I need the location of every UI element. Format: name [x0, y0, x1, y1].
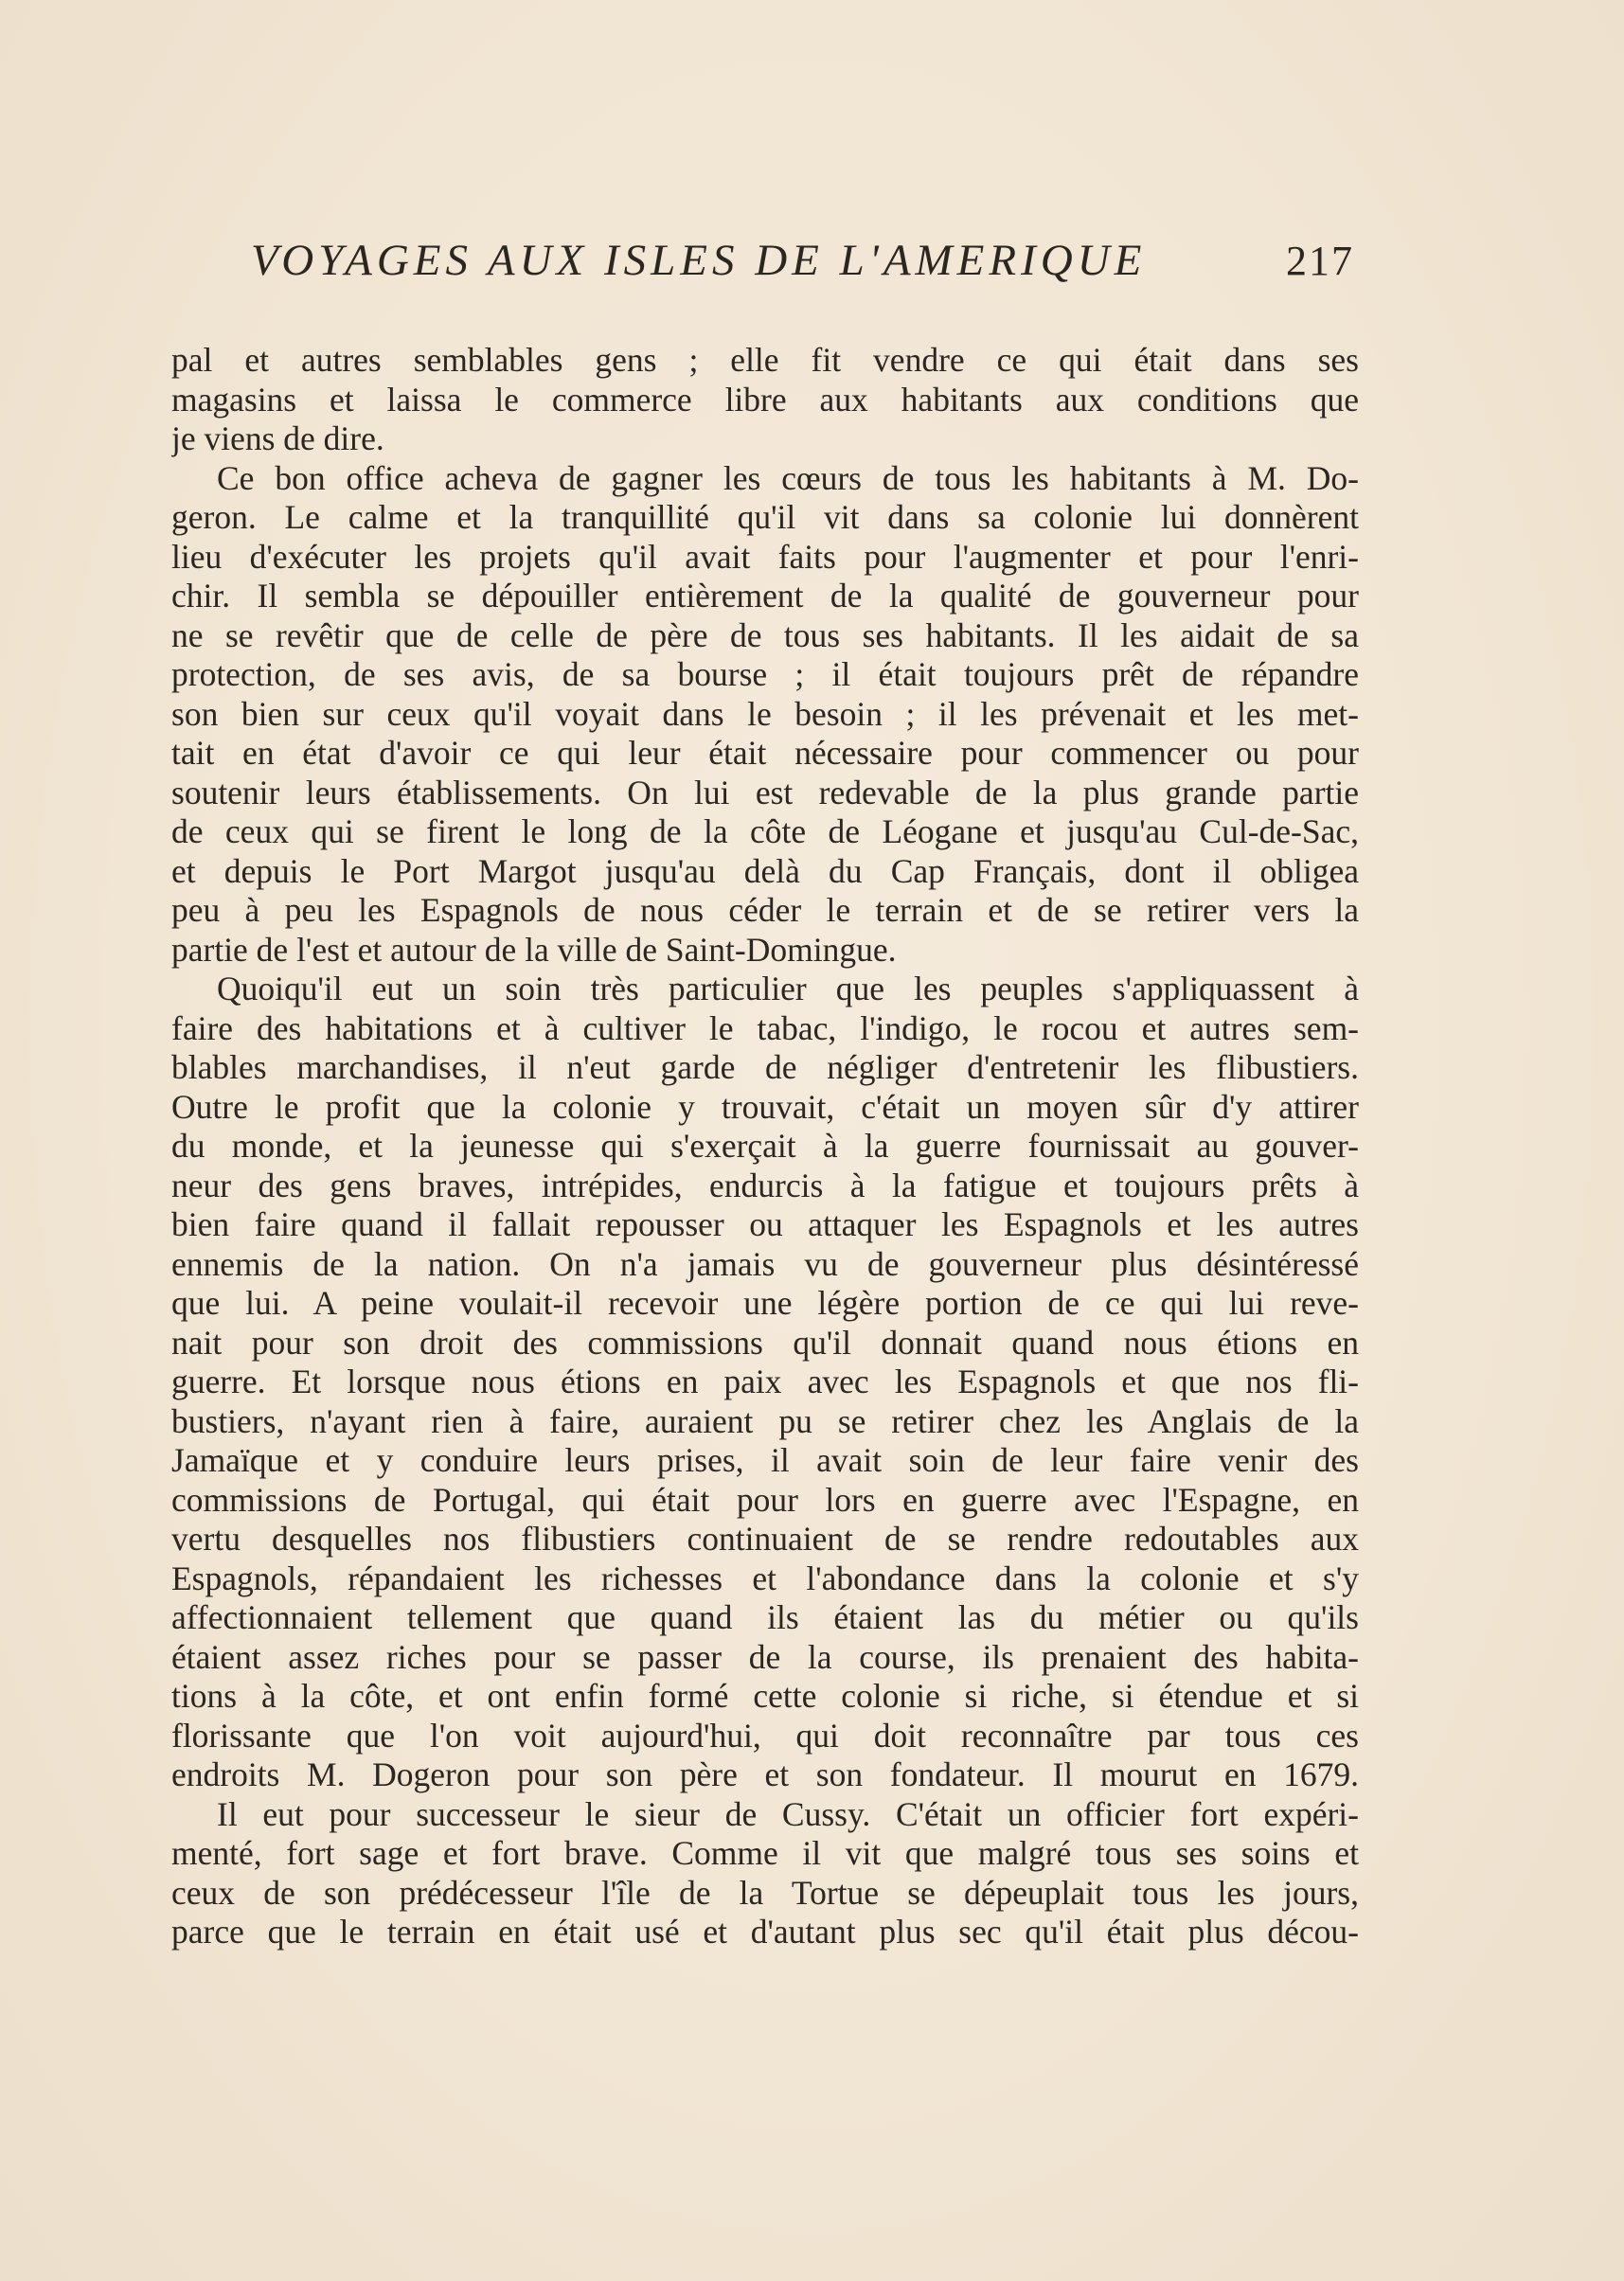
- text-line: Ce bon office acheva de gagner les cœurs de tous les habitants à M. Do-: [217, 458, 1359, 497]
- text-line: geron. Le calme et la tranquillité qu'il vit dans sa colonie lui donnèrent: [171, 498, 1359, 536]
- text-line: ennemis de la nation. On n'a jamais vu de gouverneur plus désintéressé: [171, 1244, 1359, 1283]
- text-line: blables marchandises, il n'eut garde de négliger d'entretenir les flibustiers.: [171, 1048, 1359, 1086]
- text-line: nait pour son droit des commissions qu'il donnait quand nous étions en: [171, 1323, 1359, 1362]
- text-line: Outre le profit que la colonie y trouvait, c'était un moyen sûr d'y attirer: [171, 1087, 1359, 1126]
- text-line: tions à la côte, et ont enfin formé cette colonie si riche, si étendue et si: [171, 1677, 1359, 1715]
- text-line: guerre. Et lorsque nous étions en paix avec les Espagnols et que nos fli-: [171, 1363, 1359, 1400]
- text-line: bien faire quand il fallait repousser ou attaquer les Espagnols et les autres: [171, 1205, 1359, 1243]
- text-line: ne se revêtir que de celle de père de tous ses habitants. Il les aidait de sa: [171, 615, 1359, 654]
- text-line: pal et autres semblables gens ; elle fit vendre ce qui était dans ses: [171, 341, 1359, 379]
- text-line: étaient assez riches pour se passer de la course, ils prenaient des habita-: [171, 1637, 1359, 1676]
- text-line: tait en état d'avoir ce qui leur était nécessaire pour commencer ou pour: [171, 734, 1359, 772]
- text-line: Espagnols, répandaient les richesses et l'abondance dans la colonie et s'y: [171, 1559, 1359, 1597]
- text-line: de ceux qui se firent le long de la côte de Léogane et jusqu'au Cul-de-Sac,: [171, 812, 1359, 850]
- body-text: [171, 341, 1359, 1952]
- text-line: magasins et laissa le commerce libre aux habitants aux conditions que: [171, 380, 1359, 419]
- text-line: du monde, et la jeunesse qui s'exerçait à la guerre fournissait au gouver-: [171, 1127, 1359, 1165]
- running-title: VOYAGES AUX ISLES DE L'AMERIQUE: [251, 236, 1147, 285]
- page-number: 217: [1286, 238, 1354, 284]
- text-line: affectionnaient tellement que quand ils étaient las du métier ou qu'ils: [171, 1598, 1359, 1636]
- text-line: menté, fort sage et fort brave. Comme il vit que malgré tous ses soins et: [171, 1834, 1359, 1872]
- text-line: protection, de ses avis, de sa bourse ; il était toujours prêt de répandre: [171, 655, 1359, 693]
- text-line: neur des gens braves, intrépides, endurcis à la fatigue et toujours prêts à: [171, 1166, 1359, 1204]
- text-line: florissante que l'on voit aujourd'hui, qui doit reconnaître par tous ces: [171, 1716, 1359, 1755]
- text-line: bustiers, n'ayant rien à faire, auraient pu se retirer chez les Anglais de la: [171, 1401, 1359, 1440]
- text-line: que lui. A peine voulait-il recevoir une légère portion de ce qui lui reve-: [171, 1284, 1359, 1322]
- text-line: endroits M. Dogeron pour son père et son fondateur. Il mourut en 1679.: [171, 1755, 1359, 1793]
- text-line: faire des habitations et à cultiver le tabac, l'indigo, le rocou et autres sem-: [171, 1008, 1359, 1047]
- text-line: et depuis le Port Margot jusqu'au delà du Cap Français, dont il obligea: [171, 851, 1359, 890]
- text-line: Jamaïque et y conduire leurs prises, il avait soin de leur faire venir des: [171, 1441, 1359, 1479]
- text-line: vertu desquelles nos flibustiers continuaient de se rendre redoutables aux: [171, 1520, 1359, 1558]
- text-line: partie de l'est et autour de la ville de Saint-Domingue.: [171, 930, 897, 969]
- text-line: parce que le terrain en était usé et d'autant plus sec qu'il était plus décou-: [171, 1913, 1359, 1951]
- text-line: je viens de dire.: [171, 419, 384, 457]
- text-line: Quoiqu'il eut un soin très particulier que les peuples s'appliquassent à: [217, 970, 1359, 1007]
- running-head: [170, 235, 1354, 301]
- text-line: peu à peu les Espagnols de nous céder le terrain et de se retirer vers la: [171, 891, 1359, 929]
- text-line: son bien sur ceux qu'il voyait dans le besoin ; il les prévenait et les met-: [171, 694, 1359, 733]
- text-line: commissions de Portugal, qui était pour lors en guerre avec l'Espagne, en: [171, 1480, 1359, 1519]
- text-line: soutenir leurs établissements. On lui est redevable de la plus grande partie: [171, 773, 1359, 811]
- text-line: ceux de son prédécesseur l'île de la Tortue se dépeuplait tous les jours,: [171, 1873, 1359, 1912]
- text-line: chir. Il sembla se dépouiller entièrement de la qualité de gouverneur pour: [171, 577, 1359, 615]
- text-line: lieu d'exécuter les projets qu'il avait faits pour l'augmenter et pour l'enri-: [171, 537, 1359, 576]
- text-line: Il eut pour successeur le sieur de Cussy. C'était un officier fort expéri-: [217, 1794, 1359, 1833]
